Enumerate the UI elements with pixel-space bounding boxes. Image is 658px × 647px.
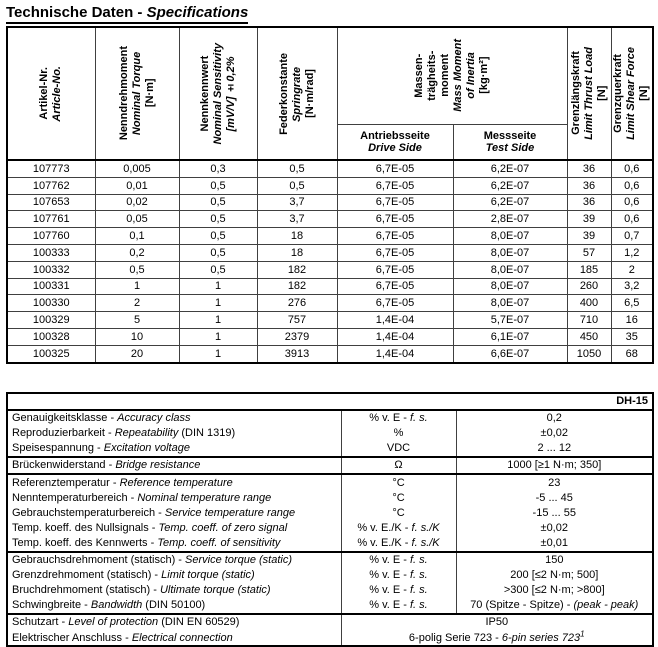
- specifications-table: [6, 26, 654, 364]
- detail-table-body: [7, 393, 653, 647]
- spec-cell: 3913: [257, 345, 337, 362]
- spec-cell: 8,0E-07: [453, 295, 567, 312]
- detail-row-service-torque-static: [7, 552, 653, 568]
- spec-cell: 5: [95, 312, 179, 329]
- spec-cell: 1: [179, 345, 257, 362]
- rotated-header-text: Grenzlängskraft Limit Thrust Load [N]: [569, 47, 608, 140]
- spec-cell: 0,1: [95, 228, 179, 245]
- rotated-header-text: Federkonstante Springrate [N·m/rad]: [277, 52, 316, 135]
- row-label: Reproduzierbarkeit - Repeatability (DIN 1319): [7, 426, 341, 441]
- page-title-en: Specifications: [146, 4, 249, 21]
- sub-header-en: Test Side: [485, 141, 535, 154]
- row-value: -5 ... 45: [456, 490, 653, 505]
- spec-cell: 1: [179, 328, 257, 345]
- row-value: 200 [≤2 N·m; 500]: [456, 568, 653, 583]
- row-unit: °C: [341, 490, 456, 505]
- spec-cell: 3,7: [257, 194, 337, 211]
- detail-row-repeatability: [7, 426, 653, 441]
- row-value: >300 [≤2 N·m; >800]: [456, 583, 653, 598]
- spec-cell: 6,5: [611, 295, 653, 312]
- detail-row-temp-coeff-zero-signal: [7, 520, 653, 535]
- detail-row-accuracy-class: [7, 410, 653, 426]
- spec-row-100328: [7, 328, 653, 345]
- spec-row-100330: [7, 295, 653, 312]
- rotated-header-text: Massen- trägheits- moment Mass Moment of Inertia [kg·m²]: [413, 39, 490, 113]
- spec-cell: 8,0E-07: [453, 261, 567, 278]
- spec-cell: 276: [257, 295, 337, 312]
- detail-row-level-of-protection: [7, 614, 653, 630]
- spec-row-107760: [7, 228, 653, 245]
- spec-cell: 10: [95, 328, 179, 345]
- detail-row-reference-temperature: [7, 474, 653, 490]
- row-value: 150: [456, 552, 653, 568]
- detail-row-bridge-resistance: [7, 457, 653, 474]
- row-value: -15 ... 55: [456, 505, 653, 520]
- spec-cell: 0,02: [95, 194, 179, 211]
- spec-cell: 0,2: [95, 244, 179, 261]
- spec-cell: 1: [179, 278, 257, 295]
- spec-cell: 18: [257, 228, 337, 245]
- detail-row-ultimate-torque-static: [7, 583, 653, 598]
- spec-cell: 36: [567, 194, 611, 211]
- spec-cell: 35: [611, 328, 653, 345]
- row-unit: % v. E./K - f. s./K: [341, 535, 456, 551]
- spec-cell: 6,7E-05: [337, 160, 453, 177]
- spec-cell: 182: [257, 278, 337, 295]
- row-label: Referenztemperatur - Reference temperature: [7, 474, 341, 490]
- detail-row-bandwidth: [7, 598, 653, 614]
- spec-cell: 0,6: [611, 160, 653, 177]
- spec-cell: 1050: [567, 345, 611, 362]
- row-value: ±0,01: [456, 535, 653, 551]
- spec-row-100332: [7, 261, 653, 278]
- dh15-detail-table: [6, 392, 654, 647]
- spec-cell: 3,7: [257, 211, 337, 228]
- row-unit: % v. E - f. s.: [341, 568, 456, 583]
- model-name: DH-15: [7, 393, 653, 410]
- row-value: 23: [456, 474, 653, 490]
- row-unit: % v. E - f. s.: [341, 410, 456, 426]
- spec-cell: 6,7E-05: [337, 261, 453, 278]
- row-label: Grenzdrehmoment (statisch) - Limit torque (static): [7, 568, 341, 583]
- row-label: Brückenwiderstand - Bridge resistance: [7, 457, 341, 474]
- row-value: 1000 [≥1 N·m; 350]: [456, 457, 653, 474]
- spec-cell: 0,5: [179, 177, 257, 194]
- row-label: Nenntemperaturbereich - Nominal temperature range: [7, 490, 341, 505]
- spec-cell: 0,7: [611, 228, 653, 245]
- spec-cell: 0,5: [257, 160, 337, 177]
- row-unit: °C: [341, 474, 456, 490]
- model-row: [7, 393, 653, 410]
- spec-cell: 1: [179, 312, 257, 329]
- spec-cell: 1,4E-04: [337, 345, 453, 362]
- row-unit: VDC: [341, 441, 456, 457]
- spec-row-107761: [7, 211, 653, 228]
- spec-cell: 5,7E-07: [453, 312, 567, 329]
- row-label: Genauigkeitsklasse - Accuracy class: [7, 410, 341, 426]
- spec-cell: 8,0E-07: [453, 228, 567, 245]
- spec-cell: 100328: [7, 328, 95, 345]
- spec-cell: 6,7E-05: [337, 194, 453, 211]
- spec-cell: 36: [567, 160, 611, 177]
- rotated-header-text: Grenzquerkraft Limit Shear Force [N]: [612, 47, 651, 140]
- row-label: Schutzart - Level of protection (DIN EN 60529): [7, 614, 341, 630]
- detail-row-nominal-temperature-range: [7, 490, 653, 505]
- spec-cell: 68: [611, 345, 653, 362]
- spec-cell: 100330: [7, 295, 95, 312]
- spec-cell: 1: [179, 295, 257, 312]
- spec-cell: 0,5: [179, 261, 257, 278]
- spec-cell: 6,2E-07: [453, 160, 567, 177]
- sub-header-de: Messseite: [483, 129, 537, 142]
- spec-cell: 107762: [7, 177, 95, 194]
- spec-cell: 6,7E-05: [337, 295, 453, 312]
- rotated-header-text: Nenndrehmoment Nominal Torque [N·m]: [117, 46, 156, 141]
- row-unit: %: [341, 426, 456, 441]
- row-unit: % v. E - f. s.: [341, 598, 456, 614]
- spec-cell: 0,5: [179, 228, 257, 245]
- col-header-nominal-torque: [95, 27, 179, 160]
- spec-cell: 0,005: [95, 160, 179, 177]
- spec-row-107762: [7, 177, 653, 194]
- spec-cell: 0,6: [611, 211, 653, 228]
- sub-header-en: Drive Side: [368, 141, 422, 154]
- spec-cell: 57: [567, 244, 611, 261]
- row-value: 6-polig Serie 723 - 6-pin series $723^1$: [341, 630, 653, 646]
- spec-cell: 39: [567, 228, 611, 245]
- col-header-springrate: [257, 27, 337, 160]
- spec-cell: 100329: [7, 312, 95, 329]
- row-label: Temp. koeff. des Kennwerts - Temp. coeff. of sensitivity: [7, 535, 341, 551]
- spec-cell: 710: [567, 312, 611, 329]
- spec-cell: 1,2: [611, 244, 653, 261]
- row-value: 70 (Spitze - Spitze) - (peak - peak): [456, 598, 653, 614]
- row-unit: Ω: [341, 457, 456, 474]
- row-value: 0,2: [456, 410, 653, 426]
- page-title: [6, 4, 248, 24]
- spec-cell: 0,5: [179, 211, 257, 228]
- spec-row-100329: [7, 312, 653, 329]
- spec-cell: 6,2E-07: [453, 194, 567, 211]
- col-header-mass-moment-of-inertia: [337, 27, 567, 124]
- spec-cell: 107761: [7, 211, 95, 228]
- spec-row-107773: [7, 160, 653, 177]
- rotated-header-text: Nennkennwert Nominal Sensitivity [mV/V] ±0,2%: [198, 42, 237, 145]
- page-title-de: Technische Daten -: [6, 4, 147, 21]
- rotated-header-text: Artikel-Nr. Article-No.: [38, 65, 64, 122]
- spec-cell: 1: [95, 278, 179, 295]
- row-label: Schwingbreite - Bandwidth (DIN 50100): [7, 598, 341, 614]
- spec-cell: 6,7E-05: [337, 244, 453, 261]
- spec-cell: 16: [611, 312, 653, 329]
- col-header-limit-thrust-load: [567, 27, 611, 160]
- spec-row-107653: [7, 194, 653, 211]
- spec-cell: 6,7E-05: [337, 177, 453, 194]
- spec-cell: 100331: [7, 278, 95, 295]
- spec-cell: 185: [567, 261, 611, 278]
- spec-cell: 450: [567, 328, 611, 345]
- spec-table-body: [7, 160, 653, 363]
- spec-row-100333: [7, 244, 653, 261]
- row-unit: °C: [341, 505, 456, 520]
- row-label: Gebrauchsdrehmoment (statisch) - Service torque (static): [7, 552, 341, 568]
- spec-cell: 3,2: [611, 278, 653, 295]
- spec-cell: 2: [95, 295, 179, 312]
- spec-cell: 1,4E-04: [337, 312, 453, 329]
- spec-cell: 6,7E-05: [337, 211, 453, 228]
- spec-cell: 2379: [257, 328, 337, 345]
- row-label: Bruchdrehmoment (statisch) - Ultimate torque (static): [7, 583, 341, 598]
- row-value: ±0,02: [456, 520, 653, 535]
- spec-cell: 6,2E-07: [453, 177, 567, 194]
- row-label: Speisespannung - Excitation voltage: [7, 441, 341, 457]
- row-unit: % v. E - f. s.: [341, 552, 456, 568]
- spec-cell: 0,01: [95, 177, 179, 194]
- spec-cell: 0,5: [179, 244, 257, 261]
- sub-header-drive-side: [337, 124, 453, 160]
- spec-cell: 0,5: [95, 261, 179, 278]
- row-label: Temp. koeff. des Nullsignals - Temp. coeff. of zero signal: [7, 520, 341, 535]
- detail-row-service-temperature-range: [7, 505, 653, 520]
- spec-cell: 0,5: [257, 177, 337, 194]
- spec-cell: 2,8E-07: [453, 211, 567, 228]
- spec-table-header: [7, 27, 653, 160]
- spec-cell: 100325: [7, 345, 95, 362]
- row-value: IP50: [341, 614, 653, 630]
- spec-cell: 1,4E-04: [337, 328, 453, 345]
- sub-header-de: Antriebsseite: [360, 129, 430, 142]
- detail-row-limit-torque-static: [7, 568, 653, 583]
- spec-row-100325: [7, 345, 653, 362]
- spec-cell: 0,6: [611, 177, 653, 194]
- spec-cell: 8,0E-07: [453, 244, 567, 261]
- col-header-nominal-sensitivity: [179, 27, 257, 160]
- row-value: ±0,02: [456, 426, 653, 441]
- detail-row-electrical-connection: [7, 630, 653, 646]
- row-value: 2 ... 12: [456, 441, 653, 457]
- spec-cell: 18: [257, 244, 337, 261]
- spec-cell: 757: [257, 312, 337, 329]
- spec-cell: 0,3: [179, 160, 257, 177]
- spec-cell: 100332: [7, 261, 95, 278]
- spec-cell: 6,7E-05: [337, 278, 453, 295]
- spec-cell: 0,5: [179, 194, 257, 211]
- spec-cell: 0,6: [611, 194, 653, 211]
- detail-row-excitation-voltage: [7, 441, 653, 457]
- spec-cell: 39: [567, 211, 611, 228]
- spec-cell: 6,1E-07: [453, 328, 567, 345]
- spec-cell: 6,6E-07: [453, 345, 567, 362]
- row-unit: % v. E - f. s.: [341, 583, 456, 598]
- spec-cell: 400: [567, 295, 611, 312]
- spec-row-100331: [7, 278, 653, 295]
- spec-cell: 36: [567, 177, 611, 194]
- detail-row-temp-coeff-sensitivity: [7, 535, 653, 551]
- col-header-article-no: [7, 27, 95, 160]
- spec-cell: 20: [95, 345, 179, 362]
- spec-cell: 107760: [7, 228, 95, 245]
- spec-cell: 2: [611, 261, 653, 278]
- col-header-limit-shear-force: [611, 27, 653, 160]
- row-label: Elektrischer Anschluss - Electrical connection: [7, 630, 341, 646]
- row-unit: % v. E./K - f. s./K: [341, 520, 456, 535]
- spec-cell: 6,7E-05: [337, 228, 453, 245]
- spec-cell: 107773: [7, 160, 95, 177]
- spec-cell: 260: [567, 278, 611, 295]
- spec-cell: 0,05: [95, 211, 179, 228]
- spec-cell: 107653: [7, 194, 95, 211]
- sub-header-test-side: [453, 124, 567, 160]
- row-label: Gebrauchstemperaturbereich - Service temperature range: [7, 505, 341, 520]
- spec-cell: 182: [257, 261, 337, 278]
- spec-cell: 8,0E-07: [453, 278, 567, 295]
- spec-cell: 100333: [7, 244, 95, 261]
